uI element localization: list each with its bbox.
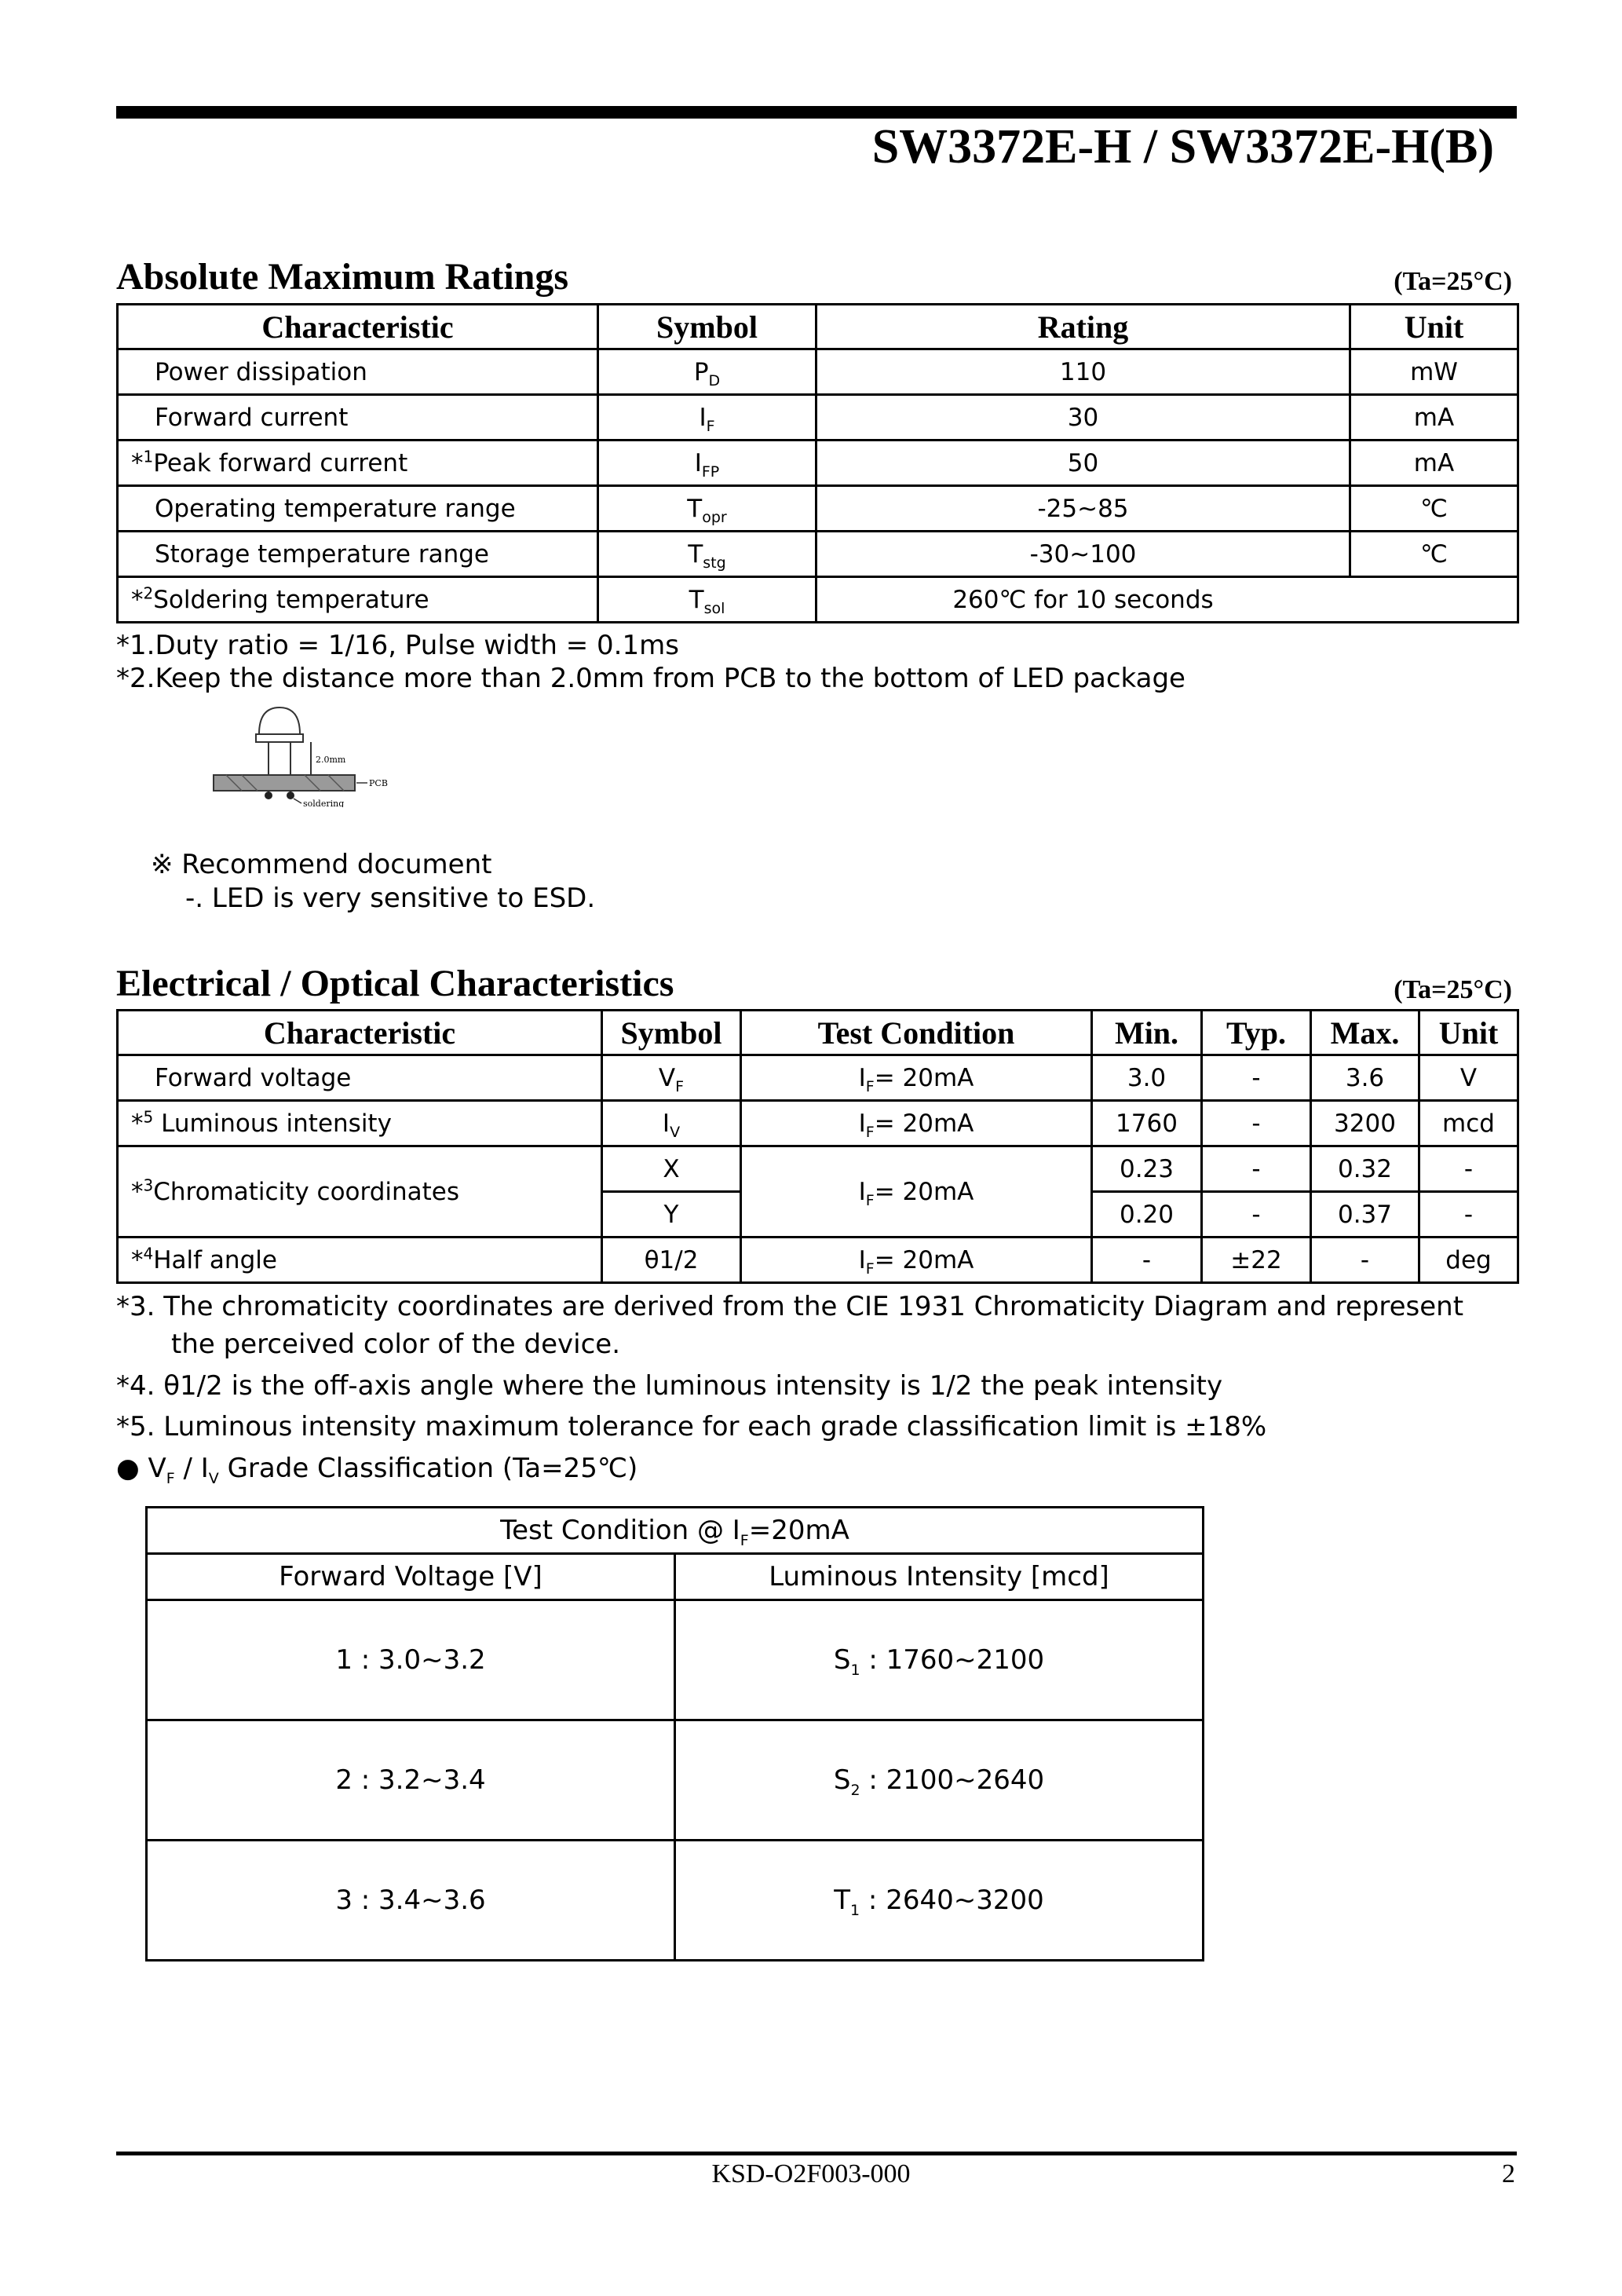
bottom-rule (116, 2152, 1517, 2155)
characteristic-cell: *$^3$Chromaticity coordinates (118, 1146, 602, 1238)
symbol-cell: $V_F$ (602, 1055, 741, 1101)
eo-condition: (Ta=25°C) (1394, 975, 1512, 1004)
abs-max-condition: (Ta=25°C) (1394, 267, 1512, 296)
col-header: Typ. (1202, 1011, 1311, 1055)
table-row (118, 486, 1518, 532)
table-row (147, 1720, 1204, 1841)
max-cell: 3200 (1311, 1101, 1419, 1146)
table-header-row (118, 1011, 1518, 1055)
characteristic-cell: *$^1$Peak forward current (118, 441, 598, 486)
footnote: the perceived color of the device. (171, 1329, 621, 1360)
min-cell: 0.20 (1092, 1192, 1202, 1238)
condition-cell: $I_F= 20mA$ (741, 1146, 1092, 1238)
unit-cell: mcd (1419, 1101, 1518, 1146)
rating-cell: -30~100 (816, 532, 1350, 577)
typ-cell: ±22 (1202, 1238, 1311, 1283)
footnote: *4. θ1/2 is the off-axis angle where the luminous intensity is 1/2 the peak intensity (116, 1370, 1223, 1402)
document-code: KSD-O2F003-000 (711, 2159, 911, 2188)
table-row (147, 1600, 1204, 1720)
condition-cell: $I_F= 20mA$ (741, 1055, 1092, 1101)
led-dome (259, 707, 300, 734)
col-header: Unit (1419, 1011, 1518, 1055)
min-cell: 0.23 (1092, 1146, 1202, 1192)
max-cell: 0.37 (1311, 1192, 1419, 1238)
table-header-row (147, 1554, 1204, 1600)
typ-cell: - (1202, 1192, 1311, 1238)
symbol-cell: θ1/2 (602, 1238, 741, 1283)
table-row (118, 1238, 1518, 1283)
table-header-row (147, 1508, 1204, 1554)
top-rule (116, 106, 1517, 119)
vf-grade-cell: 3 : 3.4~3.6 (147, 1841, 675, 1961)
eo-table (116, 1009, 1519, 1284)
rating-cell: 30 (816, 395, 1350, 441)
recommend-item: -. LED is very sensitive to ESD. (185, 883, 596, 914)
rating-cell: 110 (816, 349, 1350, 395)
col-header: Forward Voltage [V] (147, 1554, 675, 1600)
symbol-cell: $I_{FP}$ (598, 441, 816, 486)
min-cell: 3.0 (1092, 1055, 1202, 1101)
table-row (147, 1841, 1204, 1961)
col-header: Luminous Intensity [mcd] (675, 1554, 1204, 1600)
typ-cell: - (1202, 1055, 1311, 1101)
unit-cell: V (1419, 1055, 1518, 1101)
col-header: Rating (816, 305, 1350, 349)
eo-title: Electrical / Optical Characteristics (116, 963, 674, 1004)
table-row (118, 1146, 1518, 1192)
symbol-cell: $T_{sol}$ (598, 577, 816, 623)
col-header: Unit (1350, 305, 1518, 349)
table-header-row (118, 305, 1518, 349)
characteristic-cell: *$^2$Soldering temperature (118, 577, 598, 623)
condition-cell: $I_F= 20mA$ (741, 1101, 1092, 1146)
col-header: Max. (1311, 1011, 1419, 1055)
symbol-cell: Y (602, 1192, 741, 1238)
characteristic-cell: Forward voltage (118, 1055, 602, 1101)
col-header: Test Condition (741, 1011, 1092, 1055)
abs-max-table (116, 303, 1519, 623)
test-condition-cell: Test Condition @ $I_F=20mA$ (147, 1508, 1204, 1554)
col-header: Characteristic (118, 1011, 602, 1055)
footnote: *1.Duty ratio = 1/16, Pulse width = 0.1ms (116, 630, 679, 661)
max-cell: 3.6 (1311, 1055, 1419, 1101)
solder-joint (287, 792, 294, 799)
footnote: *2.Keep the distance more than 2.0mm from PCB to the bottom of LED package (116, 663, 1185, 694)
table-row (118, 532, 1518, 577)
unit-cell: - (1419, 1192, 1518, 1238)
footnote: *5. Luminous intensity maximum tolerance for each grade classification limit is ±18% (116, 1411, 1267, 1442)
vf-grade-cell: 2 : 3.2~3.4 (147, 1720, 675, 1841)
typ-cell: - (1202, 1146, 1311, 1192)
unit-cell: ℃ (1350, 486, 1518, 532)
max-cell: 0.32 (1311, 1146, 1419, 1192)
typ-cell: - (1202, 1101, 1311, 1146)
pcb-mounting-diagram (210, 701, 399, 807)
unit-cell: ℃ (1350, 532, 1518, 577)
grade-heading: ● $V_F / I_V$ Grade Classification (Ta=25℃) (116, 1453, 638, 1487)
solder-joint (265, 792, 272, 799)
min-cell: 1760 (1092, 1101, 1202, 1146)
unit-cell: deg (1419, 1238, 1518, 1283)
table-row (118, 1101, 1518, 1146)
characteristic-cell: Operating temperature range (118, 486, 598, 532)
iv-grade-cell: $S_2$ : 2100~2640 (675, 1720, 1204, 1841)
table-row (118, 395, 1518, 441)
rating-cell: -25~85 (816, 486, 1350, 532)
iv-grade-cell: $S_1$ : 1760~2100 (675, 1600, 1204, 1720)
unit-cell: mW (1350, 349, 1518, 395)
symbol-cell: X (602, 1146, 741, 1192)
pcb-label: PCB (369, 778, 388, 788)
led-flange (256, 734, 303, 742)
table-row (118, 349, 1518, 395)
symbol-cell: $P_D$ (598, 349, 816, 395)
symbol-cell: $I_F$ (598, 395, 816, 441)
characteristic-cell: Storage temperature range (118, 532, 598, 577)
col-header: Symbol (602, 1011, 741, 1055)
soldering-label: soldering (303, 799, 345, 807)
table-row (118, 441, 1518, 486)
iv-grade-cell: $T_1$ : 2640~3200 (675, 1841, 1204, 1961)
rating-cell: 50 (816, 441, 1350, 486)
page-number: 2 (1502, 2159, 1515, 2188)
rating-cell: 260℃ for 10 seconds (816, 577, 1518, 623)
recommend-title: ※ Recommend document (151, 849, 492, 880)
max-cell: - (1311, 1238, 1419, 1283)
symbol-cell: $I_V$ (602, 1101, 741, 1146)
col-header: Characteristic (118, 305, 598, 349)
symbol-cell: $T_{stg}$ (598, 532, 816, 577)
col-header: Min. (1092, 1011, 1202, 1055)
abs-max-title: Absolute Maximum Ratings (116, 256, 569, 298)
grade-table (145, 1506, 1204, 1961)
distance-label: 2.0mm (316, 755, 346, 765)
characteristic-cell: *$^5$ Luminous intensity (118, 1101, 602, 1146)
characteristic-cell: *$^4$Half angle (118, 1238, 602, 1283)
soldering-pointer (294, 799, 301, 803)
vf-grade-cell: 1 : 3.0~3.2 (147, 1600, 675, 1720)
document-title: SW3372E-H / SW3372E-H(B) (871, 120, 1494, 174)
table-row (118, 577, 1518, 623)
table-row (118, 1055, 1518, 1101)
symbol-cell: $T_{opr}$ (598, 486, 816, 532)
characteristic-cell: Forward current (118, 395, 598, 441)
characteristic-cell: Power dissipation (118, 349, 598, 395)
footnote: *3. The chromaticity coordinates are derived from the CIE 1931 Chromaticity Diagram and represent (116, 1291, 1464, 1322)
unit-cell: - (1419, 1146, 1518, 1192)
col-header: Symbol (598, 305, 816, 349)
unit-cell: mA (1350, 441, 1518, 486)
min-cell: - (1092, 1238, 1202, 1283)
unit-cell: mA (1350, 395, 1518, 441)
condition-cell: $I_F= 20mA$ (741, 1238, 1092, 1283)
